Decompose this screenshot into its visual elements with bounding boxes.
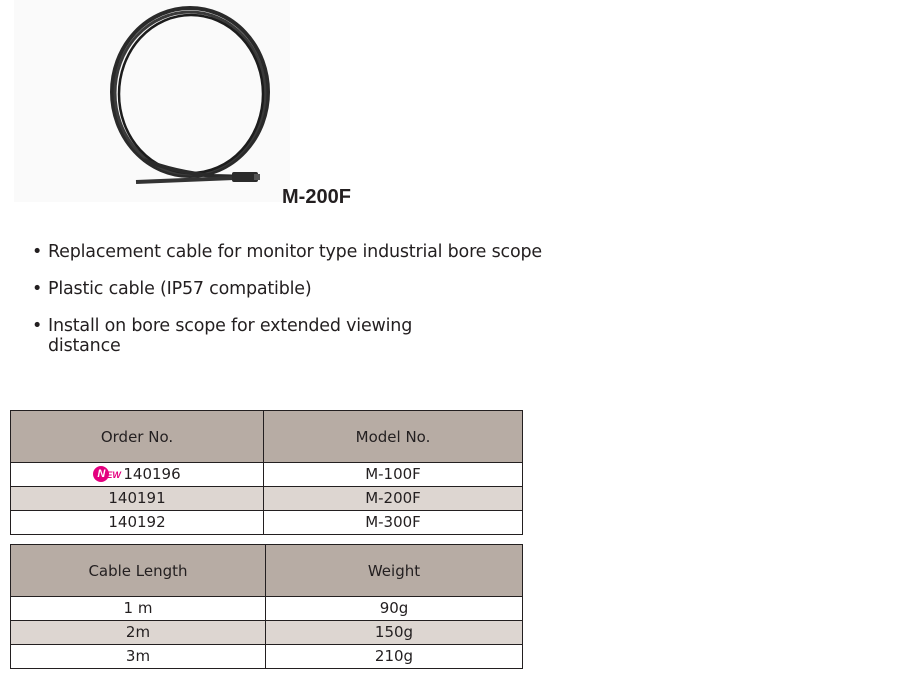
feature-list xyxy=(32,242,552,373)
cable-length-cell: 2m xyxy=(11,621,266,645)
feature-item xyxy=(32,279,552,299)
table-row xyxy=(11,511,523,535)
table-header-row xyxy=(11,411,523,463)
model-no-header: Model No. xyxy=(264,411,523,463)
new-badge-icon: N EW xyxy=(93,466,119,482)
weight-cell: 210g xyxy=(266,645,523,669)
table-row xyxy=(11,597,523,621)
feature-text: Plastic cable (IP57 compatible) xyxy=(48,279,312,299)
order-no-value: 140196 xyxy=(123,465,181,483)
model-no-cell: M-100F xyxy=(264,463,523,487)
cable-length-header: Cable Length xyxy=(11,545,266,597)
product-model-caption: M-200F xyxy=(282,186,351,208)
model-no-cell: M-200F xyxy=(264,487,523,511)
coiled-cable-image xyxy=(14,0,290,202)
order-no-cell xyxy=(11,463,264,487)
weight-cell: 150g xyxy=(266,621,523,645)
table-row xyxy=(11,645,523,669)
weight-cell: 90g xyxy=(266,597,523,621)
weight-header: Weight xyxy=(266,545,523,597)
order-no-cell: 140191 xyxy=(11,487,264,511)
table-row xyxy=(11,487,523,511)
product-photo xyxy=(14,0,290,202)
feature-text: Install on bore scope for extended viewing distance xyxy=(48,316,413,356)
feature-text: Replacement cable for monitor type industrial bore scope xyxy=(48,242,542,262)
bullet-icon: • xyxy=(32,242,43,262)
table-header-row xyxy=(11,545,523,597)
model-no-cell: M-300F xyxy=(264,511,523,535)
order-number-table xyxy=(10,410,523,535)
cable-length-cell: 1 m xyxy=(11,597,266,621)
order-no-cell: 140192 xyxy=(11,511,264,535)
bullet-icon: • xyxy=(32,279,43,299)
order-no-header: Order No. xyxy=(11,411,264,463)
table-row xyxy=(11,621,523,645)
feature-item xyxy=(32,316,552,356)
bullet-icon: • xyxy=(32,316,43,336)
table-row xyxy=(11,463,523,487)
feature-item xyxy=(32,242,552,262)
cable-length-table xyxy=(10,544,523,669)
cable-length-cell: 3m xyxy=(11,645,266,669)
